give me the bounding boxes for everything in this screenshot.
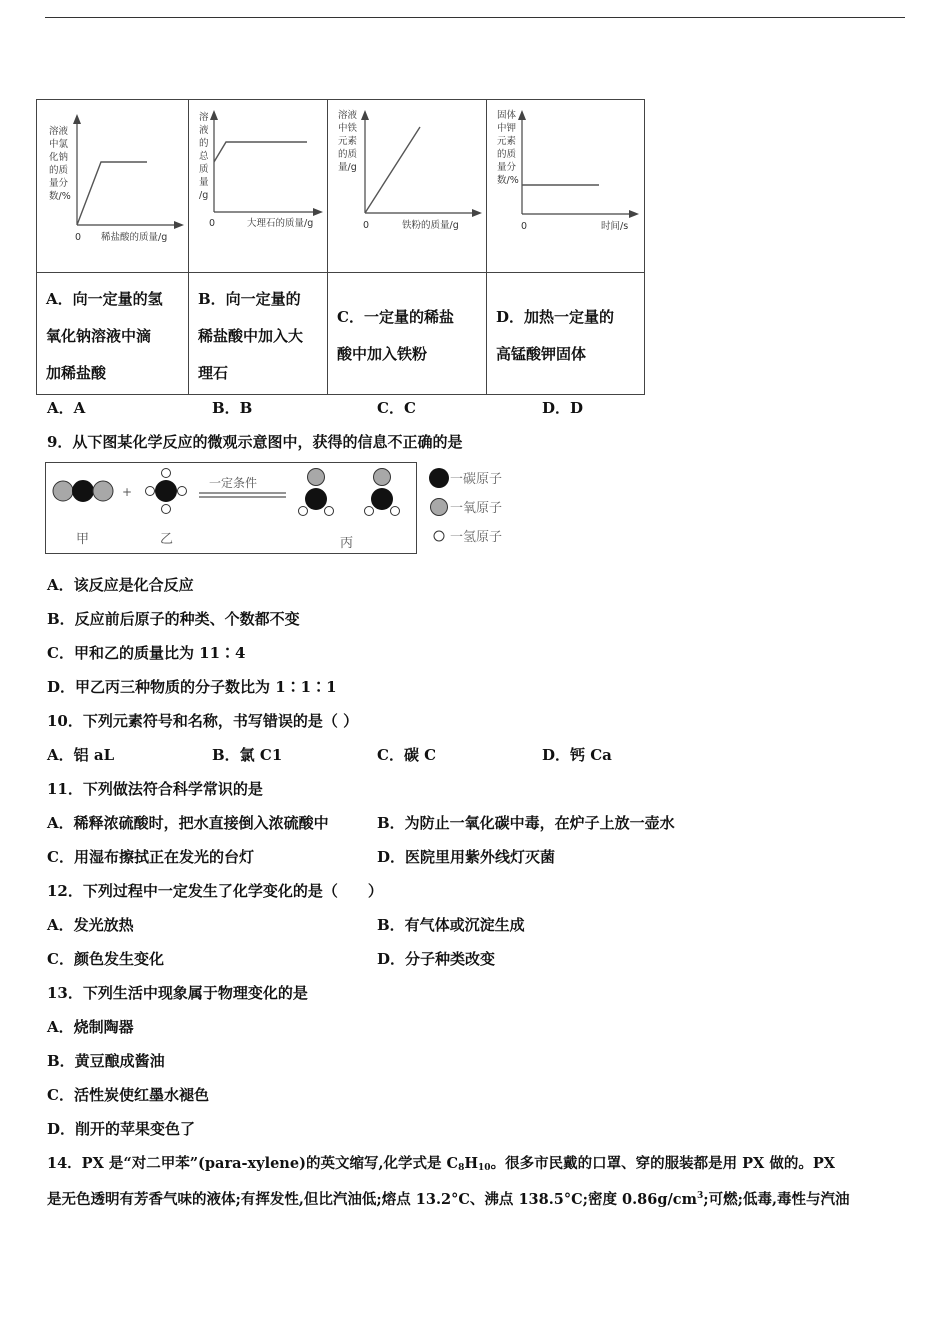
q8-option-d-line-1: 高锰酸钾固体 [496, 345, 587, 363]
q12-option-d[interactable]: D．分子种类改变 [377, 950, 496, 968]
graph-a [37, 100, 188, 272]
graph-d-ylabel-0: 固体 [497, 110, 517, 121]
graph-d [487, 100, 644, 272]
graph-cell-d [487, 100, 645, 273]
q8-answer-a[interactable]: A．A [47, 399, 86, 417]
legend-hydrogen-label: 一氢原子 [450, 530, 503, 545]
legend-carbon-label: 一碳原子 [450, 472, 503, 487]
q8-option-c-line-1: 酸中加入铁粉 [337, 345, 428, 363]
molecule-bing1-hydrogen-right [325, 507, 334, 516]
molecule-bing2-carbon [371, 488, 393, 510]
graph-c-ylabel-1: 中铁 [338, 123, 358, 134]
graph-b-x-arrow [313, 208, 323, 216]
graph-c-curve [365, 127, 420, 213]
reaction-svg [46, 463, 416, 553]
q10-option-d[interactable]: D．钙 Ca [542, 746, 612, 764]
molecule-bing1-oxygen [308, 469, 325, 486]
reaction-diagram [45, 462, 417, 554]
graph-b-ylabel-5: 量 [199, 177, 209, 188]
q14-line-2-a: 是无色透明有芳香气味的液体;有挥发性,但比汽油低;熔点 13.2°C、沸点 138.5°C;密度 0.86g/cm [47, 1191, 697, 1208]
plus-sign: + [122, 485, 133, 499]
graph-c [328, 100, 486, 272]
q12-stem: 12．下列过程中一定发生了化学变化的是（ ） [47, 882, 383, 900]
q8-option-a-line-1: 氧化钠溶液中滴 [46, 327, 152, 345]
graph-d-ylabel-1: 中钾 [497, 123, 517, 134]
q8-option-c [328, 273, 487, 395]
graph-c-x-arrow [472, 209, 482, 217]
graph-b-ylabel-4: 质 [199, 164, 209, 175]
graph-a-ylabel-0: 溶液 [49, 126, 69, 137]
q14-sub-8: 8 [458, 1163, 465, 1173]
graph-a-curve [77, 162, 147, 225]
q8-option-d-line-0: D．加热一定量的 [496, 308, 615, 326]
q12-option-c[interactable]: C．颜色发生变化 [47, 950, 164, 968]
label-bing: 丙 [340, 536, 354, 551]
q9-option-a[interactable]: A．该反应是化合反应 [47, 576, 194, 594]
q8-option-b-line-0: B．向一定量的 [198, 290, 301, 308]
q14-sub-10: 10 [478, 1163, 491, 1173]
label-yi: 乙 [160, 532, 174, 547]
q8-graph-table [36, 99, 645, 395]
graph-c-ylabel-0: 溶液 [338, 110, 358, 121]
q9-option-b[interactable]: B．反应前后原子的种类、个数都不变 [47, 610, 300, 628]
molecule-bing1-carbon [305, 488, 327, 510]
graph-cell-c [328, 100, 487, 273]
q13-option-a[interactable]: A．烧制陶器 [47, 1018, 134, 1036]
legend-oxygen-label: 一氧原子 [450, 501, 503, 516]
molecule-yi-hydrogen-right [178, 487, 187, 496]
q10-stem: 10．下列元素符号和名称，书写错误的是（ ） [47, 712, 359, 730]
header-rule [45, 17, 905, 18]
q14-line-2-b: ;可燃;低毒,毒性与汽油 [703, 1191, 850, 1208]
q8-option-b-line-1: 稀盐酸中加入大 [198, 327, 304, 345]
graph-b-ylabel-2: 的 [199, 138, 209, 149]
graph-b-xlabel: 大理石的质量/g [247, 218, 314, 229]
q8-answer-b[interactable]: B．B [212, 399, 253, 417]
molecule-bing2-oxygen [374, 469, 391, 486]
molecule-jia-oxygen-right [93, 481, 113, 501]
q11-option-c[interactable]: C．用湿布擦拭正在发光的台灯 [47, 848, 254, 866]
q11-option-b[interactable]: B．为防止一氧化碳中毒，在炉子上放一壶水 [377, 814, 675, 832]
molecule-yi-hydrogen-top [162, 469, 171, 478]
atom-legend [428, 465, 518, 547]
graph-b-origin: 0 [209, 218, 216, 229]
molecule-jia-oxygen-left [53, 481, 73, 501]
graph-c-ylabel-2: 元素 [338, 136, 358, 147]
legend-carbon-icon [429, 468, 449, 488]
q13-option-b[interactable]: B．黄豆酿成酱油 [47, 1052, 165, 1070]
molecule-bing2-hydrogen-right [391, 507, 400, 516]
graph-a-origin: 0 [75, 232, 82, 243]
q11-option-d[interactable]: D．医院里用紫外线灯灭菌 [377, 848, 556, 866]
q14-sup-3: 3 [696, 1191, 704, 1201]
condition-label: 一定条件 [209, 476, 258, 490]
q11-stem: 11．下列做法符合科学常识的是 [47, 780, 263, 798]
molecule-yi-hydrogen-left [146, 487, 155, 496]
molecule-yi-hydrogen-bottom [162, 505, 171, 514]
graph-cell-a [37, 100, 189, 273]
graph-d-ylabel-4: 量分 [497, 162, 517, 173]
legend-hydrogen-icon [434, 531, 444, 541]
q9-option-d[interactable]: D．甲乙丙三种物质的分子数比为 1∶1∶1 [47, 678, 337, 696]
graph-d-ylabel-5: 数/% [497, 175, 519, 186]
graph-cell-b [189, 100, 328, 273]
graph-c-origin: 0 [363, 220, 370, 231]
graph-a-xlabel: 稀盐酸的质量/g [101, 232, 168, 243]
graph-d-x-arrow [629, 210, 639, 218]
q14-line-1-b: H [464, 1155, 479, 1172]
q9-option-c[interactable]: C．甲和乙的质量比为 11∶4 [47, 644, 246, 662]
graph-a-x-arrow [174, 221, 184, 229]
graph-d-ylabel-2: 元素 [497, 136, 517, 147]
q8-option-b-line-2: 理石 [198, 364, 229, 382]
molecule-bing1-hydrogen-left [299, 507, 308, 516]
q8-option-a-line-2: 加稀盐酸 [46, 364, 107, 382]
graph-a-ylabel-3: 的质 [49, 165, 69, 176]
molecule-yi-carbon [155, 480, 177, 502]
graph-a-ylabel-1: 中氯 [49, 139, 69, 150]
q12-option-b[interactable]: B．有气体或沉淀生成 [377, 916, 525, 934]
graph-c-ylabel-4: 量/g [338, 162, 357, 173]
q8-option-a-line-0: A．向一定量的氢 [46, 290, 163, 308]
molecule-jia-carbon [73, 481, 94, 502]
graph-b-ylabel-6: /g [199, 190, 209, 201]
q10-option-c[interactable]: C．碳 C [377, 746, 437, 764]
graph-b-ylabel-1: 液 [199, 125, 209, 136]
graph-b-ylabel-3: 总 [199, 151, 209, 162]
q10-option-a[interactable]: A．铝 aL [47, 746, 115, 764]
graph-a-ylabel-4: 量分 [49, 178, 69, 189]
graph-b [189, 100, 327, 272]
molecule-bing2-hydrogen-left [365, 507, 374, 516]
q13-option-d[interactable]: D．削开的苹果变色了 [47, 1120, 196, 1138]
q11-option-a[interactable]: A．稀释浓硫酸时，把水直接倒入浓硫酸中 [47, 814, 329, 832]
q14-line-2 [47, 1188, 850, 1209]
q8-option-b [189, 273, 328, 395]
q8-option-d [487, 273, 645, 395]
graph-d-y-arrow [518, 110, 526, 120]
q8-option-c-line-0: C．一定量的稀盐 [337, 308, 454, 326]
graph-b-curve [214, 142, 307, 162]
graph-b-ylabel-0: 溶 [199, 112, 209, 123]
graph-a-ylabel-2: 化钠 [49, 152, 69, 163]
q12-option-a[interactable]: A．发光放热 [47, 916, 134, 934]
q14-line-1-c: 。很多市民戴的口罩、穿的服装都是用 PX 做的。PX [490, 1155, 835, 1172]
q13-stem: 13．下列生活中现象属于物理变化的是 [47, 984, 308, 1002]
graph-a-y-arrow [73, 114, 81, 124]
legend-oxygen-icon [431, 499, 448, 516]
graph-b-y-arrow [210, 110, 218, 120]
q14-line-1-a: 14．PX 是“对二甲苯”(para-xylene)的英文缩写,化学式是 C [47, 1155, 459, 1172]
q13-option-c[interactable]: C．活性炭使红墨水褪色 [47, 1086, 209, 1104]
q9-stem: 9．从下图某化学反应的微观示意图中，获得的信息不正确的是 [47, 433, 463, 451]
label-jia: 甲 [76, 532, 90, 547]
graph-c-y-arrow [361, 110, 369, 120]
q8-answer-d[interactable]: D．D [542, 399, 584, 417]
graph-d-xlabel: 时间/s [601, 221, 629, 232]
q14-line-1 [47, 1152, 835, 1173]
graph-d-ylabel-3: 的质 [497, 149, 517, 160]
graph-a-ylabel-5: 数/% [49, 191, 71, 202]
graph-c-xlabel: 铁粉的质量/g [402, 220, 459, 231]
graph-d-origin: 0 [521, 221, 528, 232]
graph-c-ylabel-3: 的质 [338, 149, 358, 160]
q8-answer-c[interactable]: C．C [377, 399, 416, 417]
q8-option-a [37, 273, 189, 395]
q10-option-b[interactable]: B．氯 C1 [212, 746, 283, 764]
